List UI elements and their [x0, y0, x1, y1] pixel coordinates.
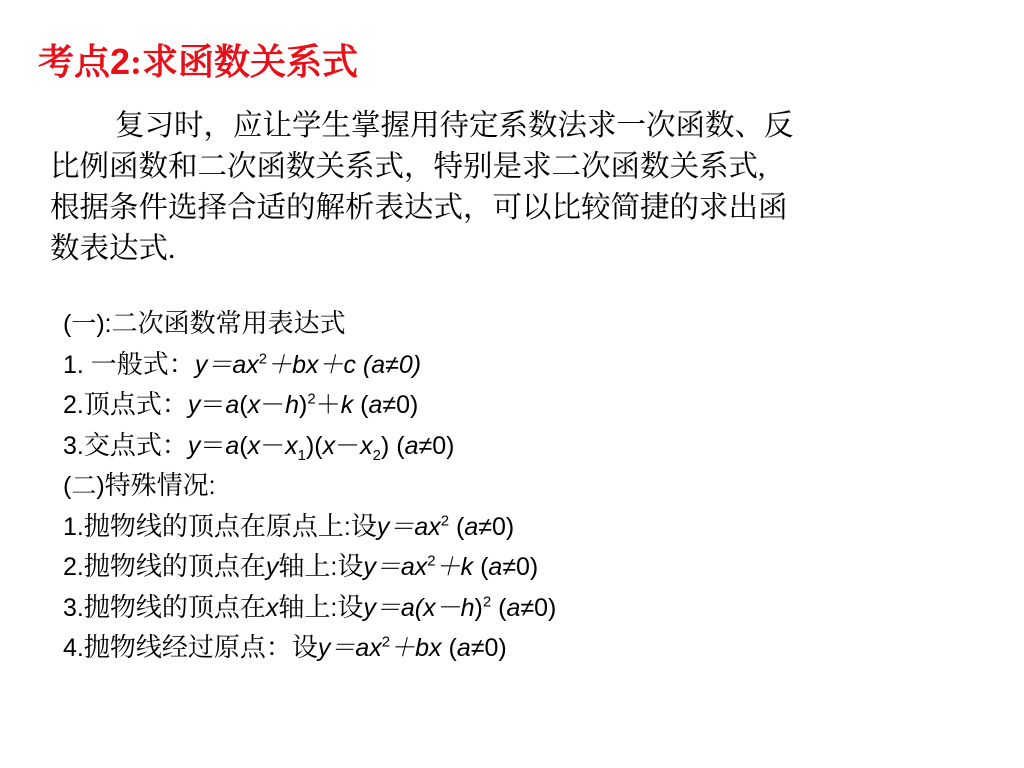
seg: ≠0)	[478, 512, 515, 541]
superscript: 2	[482, 593, 492, 611]
seg: 抛物线的顶点在原点上	[83, 511, 344, 541]
superscript: 2	[258, 350, 268, 368]
formula-row-vertex-on-x-axis	[63, 588, 556, 629]
title-prefix: 考点	[38, 42, 111, 82]
seg: x	[247, 391, 261, 419]
seg: ≠0)	[470, 634, 507, 662]
seg: ≠0)	[502, 553, 539, 581]
seg: ≠0)	[520, 593, 557, 622]
seg: (	[239, 431, 248, 460]
seg: 一般式：	[90, 349, 195, 379]
seg: ≠0)	[418, 431, 455, 460]
seg: 抛物线经过原点：设	[83, 633, 318, 662]
subscript: 1	[297, 446, 306, 464]
seg: 特殊情况	[104, 471, 209, 500]
title-suffix: :求函数关系式	[130, 42, 359, 82]
formula-list	[63, 304, 556, 669]
seg: (	[473, 553, 489, 581]
intro-line-2: 比例函数和二次函数关系式，特别是求二次函数关系式,	[50, 151, 766, 183]
seg: (	[449, 512, 465, 541]
seg: 4.	[63, 634, 84, 662]
seg: ＝	[200, 391, 226, 419]
seg: )	[299, 391, 308, 419]
seg: 3.	[63, 593, 84, 622]
formula-row-common-forms-heading	[63, 304, 556, 345]
seg: 二次函数常用表达式	[111, 309, 346, 338]
title-number: 2	[110, 41, 131, 82]
seg: y＝ax	[363, 553, 428, 581]
intro-paragraph	[50, 106, 920, 270]
seg: 交点式：	[83, 430, 188, 460]
seg: 1.	[63, 350, 91, 379]
seg: ＋k	[435, 553, 474, 581]
seg: 设	[337, 552, 364, 581]
seg: 1.	[63, 512, 84, 541]
intro-line-4: 数表达式.	[50, 233, 176, 265]
seg: 2.	[63, 391, 84, 419]
seg: －	[260, 391, 286, 419]
seg: －	[335, 431, 361, 460]
seg: (	[239, 391, 248, 419]
seg: 2.	[63, 553, 84, 581]
seg: －	[260, 431, 286, 460]
formula-row-general-form	[63, 345, 556, 386]
seg: y	[187, 431, 201, 460]
seg: a	[225, 431, 240, 460]
seg: y＝ax	[194, 350, 259, 379]
formula-row-through-origin	[63, 628, 556, 669]
seg: a	[368, 391, 383, 419]
seg: )	[474, 593, 483, 622]
seg: 抛物线的顶点在	[83, 592, 266, 622]
seg: x	[265, 593, 279, 622]
seg: (二)	[63, 472, 105, 500]
seg: :	[208, 472, 216, 500]
seg: k	[340, 391, 354, 419]
seg: :	[330, 593, 338, 622]
seg: 3.	[63, 431, 84, 460]
seg: 设	[350, 511, 377, 541]
seg: ＋bx＋c (a≠0)	[267, 350, 422, 379]
seg: x	[247, 431, 261, 460]
seg: y	[265, 553, 279, 581]
seg: 轴上	[278, 592, 331, 622]
seg: a	[464, 512, 479, 541]
formula-row-vertex-at-origin	[63, 507, 556, 548]
seg: y＝ax	[317, 634, 382, 662]
formula-row-vertex-form	[63, 385, 556, 426]
seg: ) (	[381, 431, 405, 460]
formula-row-vertex-on-y-axis	[63, 547, 556, 588]
superscript: 2	[427, 552, 436, 570]
seg: (	[353, 391, 369, 419]
seg: a	[225, 391, 240, 419]
seg: (一):	[63, 310, 112, 338]
seg: ＋	[315, 391, 341, 419]
seg: a	[488, 553, 503, 581]
seg: ≠0)	[382, 391, 419, 419]
superscript: 2	[307, 390, 316, 408]
superscript: 2	[381, 633, 391, 651]
seg: (	[441, 634, 457, 662]
seg: x	[322, 431, 336, 460]
seg: a	[404, 431, 419, 460]
seg: 抛物线的顶点在	[83, 552, 266, 581]
superscript: 2	[440, 512, 450, 530]
seg: h	[285, 391, 300, 419]
subscript: 2	[372, 446, 381, 464]
seg: 轴上	[278, 552, 331, 581]
seg: ＋bx	[390, 634, 442, 662]
formula-row-special-cases-heading	[63, 466, 556, 507]
seg: ＝	[200, 431, 226, 460]
seg: y＝a(x－h	[363, 593, 475, 622]
seg: )(	[305, 431, 323, 460]
intro-line-1: 复习时，应让学生掌握用待定系数法求一次函数、反	[115, 110, 794, 142]
slide-title	[38, 36, 358, 88]
seg: x	[285, 431, 298, 460]
seg: y	[187, 391, 201, 419]
seg: 设	[337, 592, 364, 622]
seg: x	[360, 431, 373, 460]
intro-line-3: 根据条件选择合适的解析表达式，可以比较简捷的求出函	[50, 192, 788, 224]
seg: a	[456, 634, 471, 662]
seg: 顶点式：	[83, 390, 188, 419]
formula-row-intercept-form	[63, 426, 556, 467]
seg: (	[491, 593, 507, 622]
seg: y＝ax	[376, 512, 441, 541]
seg: a	[506, 593, 521, 622]
seg: :	[330, 553, 338, 581]
seg: :	[343, 512, 351, 541]
